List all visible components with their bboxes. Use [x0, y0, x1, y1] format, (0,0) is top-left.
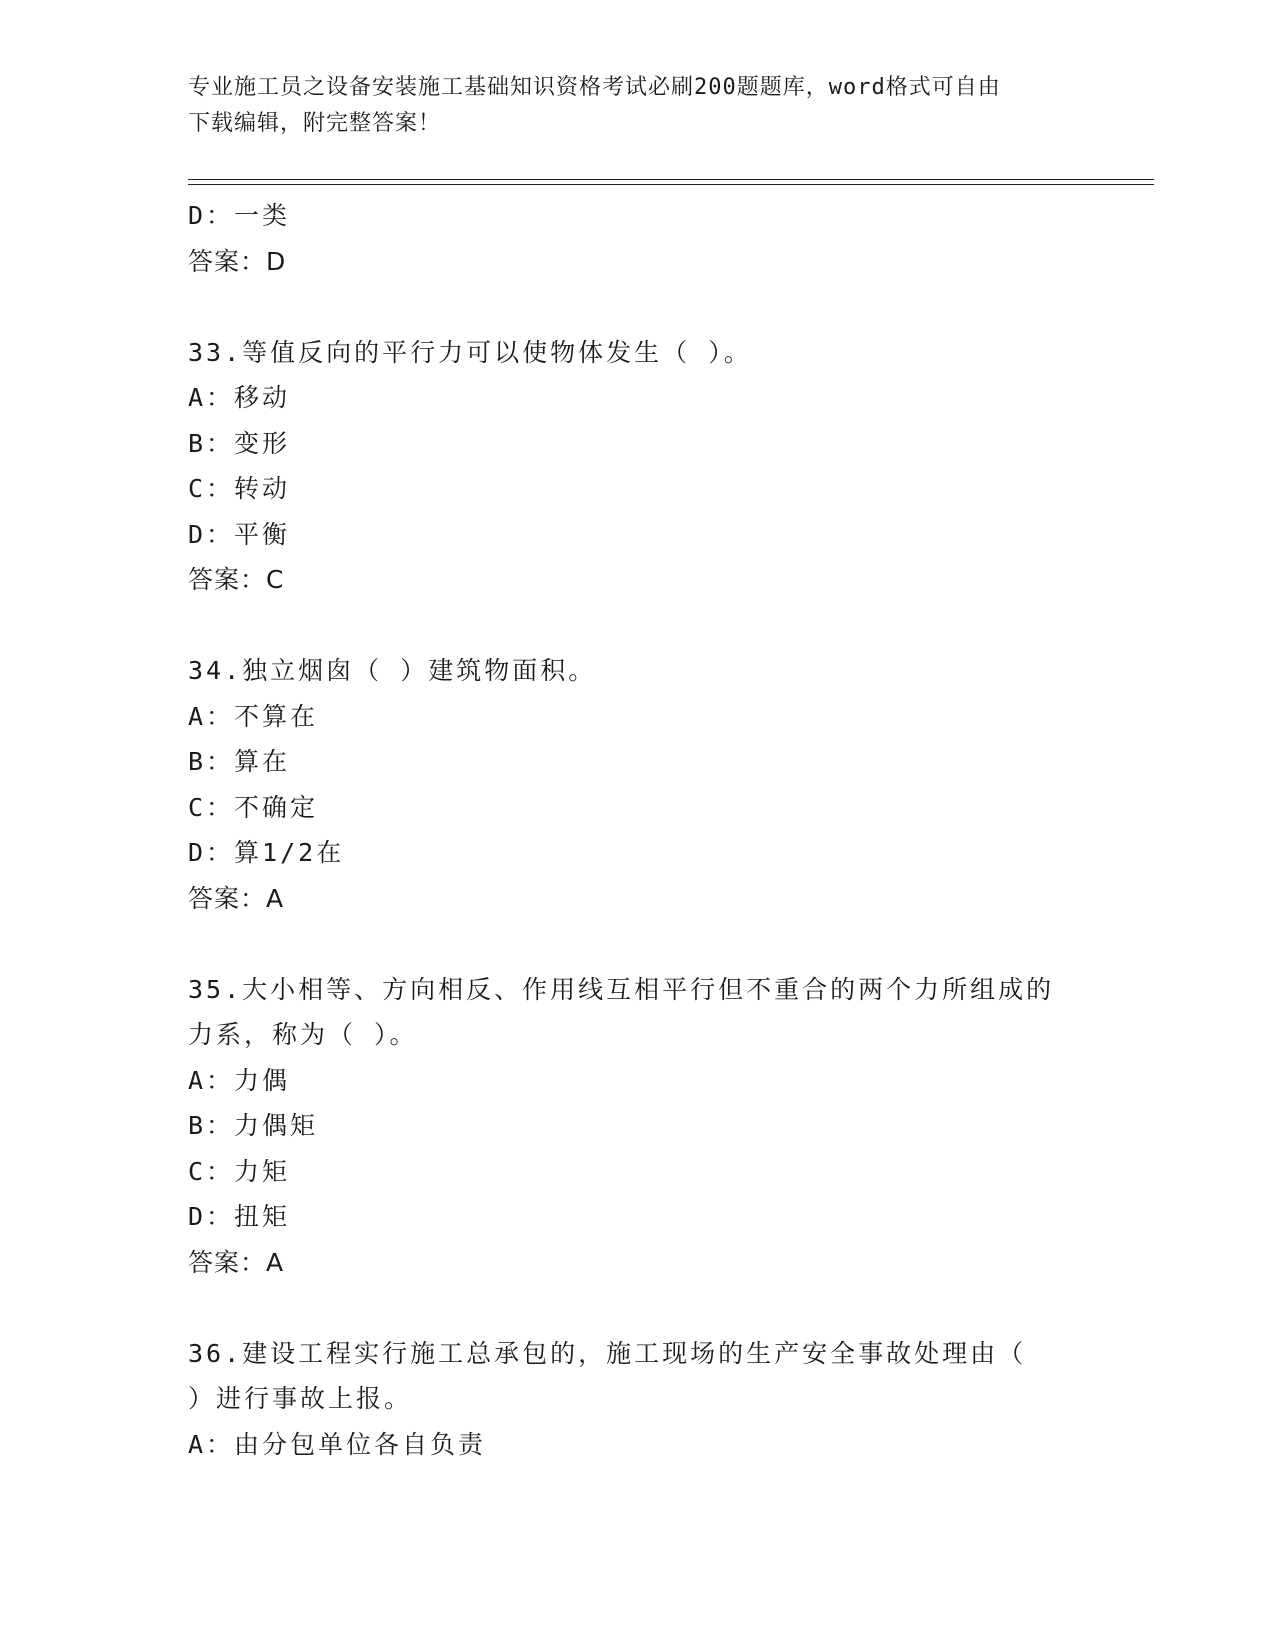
document-header — [188, 70, 1088, 142]
option-d: D：一类 — [188, 201, 291, 230]
question-list — [188, 193, 1088, 1467]
question-35 — [188, 967, 1088, 1286]
option-a: A：移动 — [188, 383, 291, 412]
question-text-line-2: ）进行事故上报。 — [188, 1384, 413, 1413]
option-a: A：由分包单位各自负责 — [188, 1429, 487, 1459]
question-33 — [188, 330, 1088, 603]
question-text-line-1: 36.建设工程实行施工总承包的，施工现场的生产安全事故处理由（ — [188, 1338, 1027, 1368]
spacer — [188, 603, 1088, 649]
option-d: D：算1/2在 — [188, 838, 345, 867]
option-b: B：力偶矩 — [188, 1111, 319, 1140]
option-a: A：力偶 — [188, 1065, 291, 1095]
option-c: C：力矩 — [188, 1156, 291, 1186]
answer: 答案：A — [188, 1247, 285, 1277]
option-d: D：平衡 — [188, 519, 291, 549]
option-b: B：变形 — [188, 428, 291, 458]
answer: 答案：C — [188, 565, 285, 594]
question-text-line-1: 35.大小相等、方向相反、作用线互相平行但不重合的两个力所组成的 — [188, 974, 1055, 1004]
answer: 答案：A — [188, 883, 285, 913]
spacer — [188, 921, 1088, 967]
header-divider-top — [188, 179, 1154, 180]
header-divider-bottom — [188, 184, 1154, 185]
option-c: C：转动 — [188, 474, 291, 503]
question-36 — [188, 1331, 1088, 1468]
question-text: 34.独立烟囱（ ）建筑物面积。 — [188, 656, 597, 685]
header-line-2: 下载编辑，附完整答案！ — [188, 111, 442, 136]
option-c: C：不确定 — [188, 792, 319, 822]
option-b: B：算在 — [188, 747, 291, 776]
question-text-line-2: 力系，称为（ ）。 — [188, 1020, 418, 1049]
spacer — [188, 1285, 1088, 1331]
spacer — [188, 284, 1088, 330]
question-text: 33.等值反向的平行力可以使物体发生（ ）。 — [188, 337, 752, 367]
header-line-1: 专业施工员之设备安装施工基础知识资格考试必刷200题题库，word格式可自由 — [188, 75, 1001, 100]
answer: 答案：D — [188, 246, 287, 276]
option-a: A：不算在 — [188, 701, 319, 731]
option-d: D：扭矩 — [188, 1202, 291, 1231]
question-34 — [188, 648, 1088, 921]
